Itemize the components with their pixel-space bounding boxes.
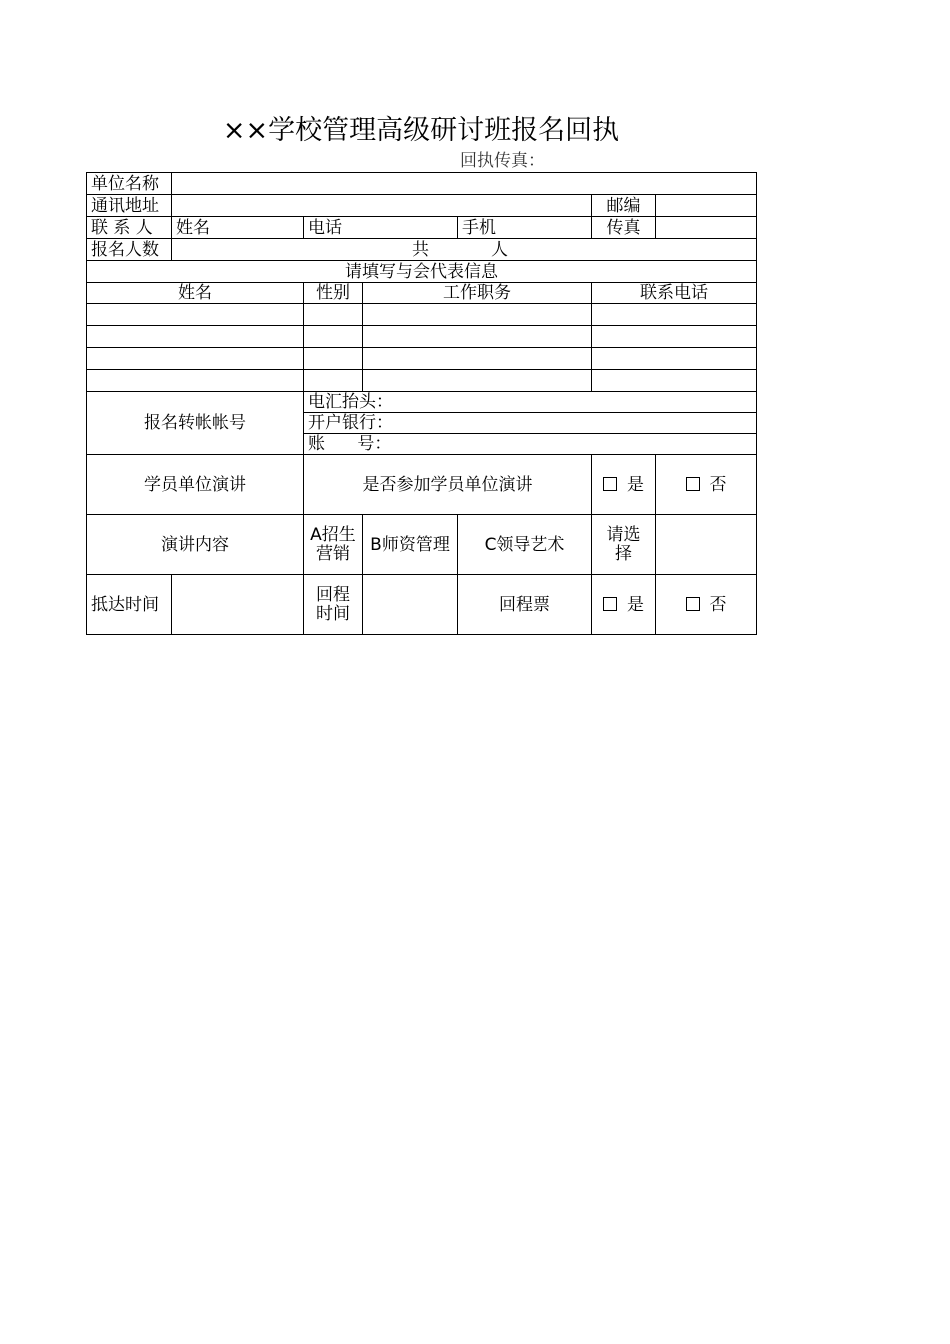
rep-position-cell[interactable] <box>363 304 592 326</box>
form-title: ××学校管理高级研讨班报名回执 <box>222 115 620 146</box>
option-b-staff-management[interactable]: B师资管理 <box>363 515 458 575</box>
rep-info-heading: 请填写与会代表信息 <box>87 261 757 283</box>
rep-gender-cell[interactable] <box>304 370 363 392</box>
return-ticket-no-option[interactable] <box>656 575 757 635</box>
rep-header-name: 姓名 <box>87 283 304 304</box>
postcode-label: 邮编 <box>592 195 656 217</box>
unit-name-label: 单位名称 <box>87 173 172 195</box>
option-c-leadership[interactable]: C领导艺术 <box>458 515 592 575</box>
rep-name-cell[interactable] <box>87 370 304 392</box>
row-rep-info <box>87 261 757 283</box>
rep-row <box>87 370 757 392</box>
registration-form-table <box>86 172 757 635</box>
rep-gender-cell[interactable] <box>304 348 363 370</box>
rep-name-cell[interactable] <box>87 348 304 370</box>
checkbox-icon[interactable] <box>603 477 617 491</box>
contact-mobile-label[interactable]: 手机 <box>458 217 592 239</box>
content-row <box>87 515 757 575</box>
rep-header-position: 工作职务 <box>363 283 592 304</box>
checkbox-icon[interactable] <box>686 477 700 491</box>
unit-name-field[interactable] <box>172 173 757 195</box>
rep-name-cell[interactable] <box>87 304 304 326</box>
rep-phone-cell[interactable] <box>592 304 757 326</box>
return-ticket-label: 回程票 <box>458 575 592 635</box>
rep-gender-cell[interactable] <box>304 326 363 348</box>
row-address <box>87 195 757 217</box>
rep-row <box>87 304 757 326</box>
arrival-row <box>87 575 757 635</box>
rep-header-phone: 联系电话 <box>592 283 757 304</box>
enroll-count-label: 报名人数 <box>87 239 172 261</box>
address-field[interactable] <box>172 195 592 217</box>
rep-name-cell[interactable] <box>87 326 304 348</box>
remit-title-field[interactable]: 电汇抬头： <box>304 392 757 413</box>
option-a-marketing[interactable]: A招生营销 <box>304 515 363 575</box>
row-unit-name <box>87 173 757 195</box>
rep-position-cell[interactable] <box>363 326 592 348</box>
rep-position-cell[interactable] <box>363 348 592 370</box>
enroll-count-field[interactable] <box>172 239 757 261</box>
row-enroll-count <box>87 239 757 261</box>
content-label: 演讲内容 <box>87 515 304 575</box>
rep-row <box>87 348 757 370</box>
checkbox-icon[interactable] <box>603 597 617 611</box>
speech-row <box>87 455 757 515</box>
speech-yes-label: 是 <box>627 474 644 495</box>
contact-phone-label[interactable]: 电话 <box>304 217 458 239</box>
return-time-label: 回程时间 <box>304 575 363 635</box>
arrival-time-field[interactable] <box>172 575 304 635</box>
return-time-field[interactable] <box>363 575 458 635</box>
postcode-field[interactable] <box>656 195 757 217</box>
rep-gender-cell[interactable] <box>304 304 363 326</box>
speech-label: 学员单位演讲 <box>87 455 304 515</box>
rep-header-row <box>87 283 757 304</box>
rep-phone-cell[interactable] <box>592 370 757 392</box>
address-label: 通讯地址 <box>87 195 172 217</box>
speech-no-option[interactable] <box>656 455 757 515</box>
rep-phone-cell[interactable] <box>592 326 757 348</box>
please-choose-label: 请选择 <box>592 515 656 575</box>
contact-fax-field[interactable] <box>656 217 757 239</box>
total-prefix: 共 <box>412 239 429 260</box>
account-number-field[interactable]: 账 号： <box>304 434 757 455</box>
return-ticket-yes-option[interactable] <box>592 575 656 635</box>
rep-phone-cell[interactable] <box>592 348 757 370</box>
rep-position-cell[interactable] <box>363 370 592 392</box>
speech-no-label: 否 <box>709 474 727 495</box>
checkbox-icon[interactable] <box>686 597 700 611</box>
row-contact <box>87 217 757 239</box>
bank-name-field[interactable]: 开户银行： <box>304 413 757 434</box>
arrival-time-label: 抵达时间 <box>87 575 172 635</box>
contact-label: 联 系 人 <box>87 217 172 239</box>
speech-yes-option[interactable] <box>592 455 656 515</box>
contact-fax-label: 传真 <box>592 217 656 239</box>
bank-account-label: 报名转帐帐号 <box>87 392 304 455</box>
rep-row <box>87 326 757 348</box>
fax-number-label: 回执传真： <box>460 151 545 171</box>
content-choice-field[interactable] <box>656 515 757 575</box>
total-suffix: 人 <box>491 239 508 260</box>
speech-question: 是否参加学员单位演讲 <box>304 455 592 515</box>
return-ticket-yes-label: 是 <box>627 594 644 615</box>
rep-header-gender: 性别 <box>304 283 363 304</box>
contact-name-label[interactable]: 姓名 <box>172 217 304 239</box>
bank-row-1 <box>87 392 757 413</box>
return-ticket-no-label: 否 <box>709 594 727 615</box>
